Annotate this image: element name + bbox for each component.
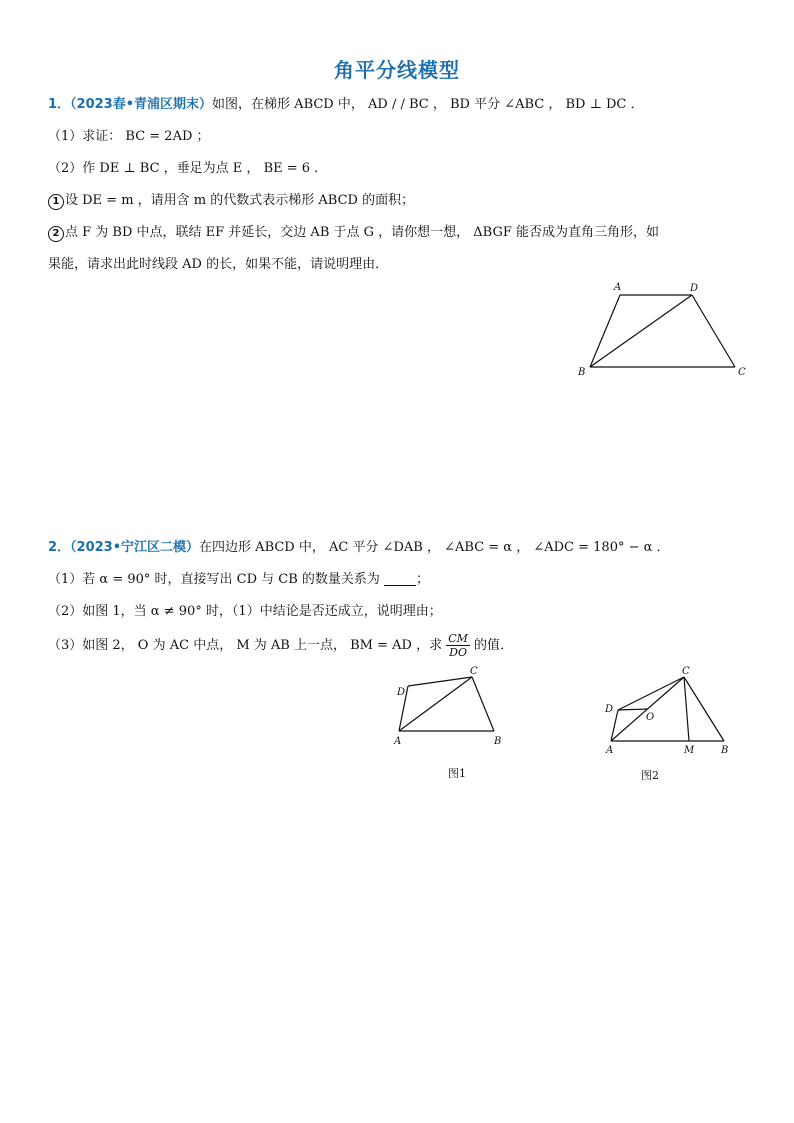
problem-1-figure <box>570 278 760 383</box>
problem-2-q2: （2）如图 1，当 α ≠ 90° 时，（1）中结论是否还成立，说明理由； <box>48 604 442 619</box>
problem-2-q3 <box>48 632 513 659</box>
problem-1-stem <box>48 96 643 114</box>
fraction-denominator: DO <box>449 646 467 659</box>
label-d: D <box>397 687 406 698</box>
problem-2-q3-end: 的值． <box>469 638 514 653</box>
figure-1-caption: 图1 <box>448 767 466 780</box>
segment-dc <box>692 295 735 367</box>
page-title: 角平分线模型 <box>334 58 460 82</box>
label-d: D <box>605 704 614 715</box>
label-o: O <box>646 712 655 723</box>
answer-blank[interactable] <box>384 573 416 586</box>
circled-number-1: 1 <box>48 194 64 210</box>
problem-2-q1 <box>48 571 429 589</box>
label-d: D <box>690 283 699 294</box>
fraction-numerator: CM <box>448 632 468 645</box>
problem-1-q2b-text-1: 点 F 为 BD 中点，联结 EF 并延长，交边 AB 于点 G ，请你想一想， ΔBGF 能否成为直角三角形，如 <box>65 225 660 240</box>
label-m: M <box>684 745 695 755</box>
fraction-cm-over-do <box>446 632 470 659</box>
label-a: A <box>394 736 402 747</box>
problem-2-q1-text: （1）若 α = 90° 时，直接写出 CD 与 CB 的数量关系为 <box>48 572 385 587</box>
label-b: B <box>578 367 586 378</box>
problem-2-text: 在四边形 ABCD 中， AC 平分 ∠DAB ， ∠ABC = α ， ∠ADC = 180° − α ． <box>199 540 670 555</box>
problem-2-number: 2． <box>48 540 71 555</box>
problem-1-number: 1． <box>48 97 71 112</box>
problem-1-q2a <box>48 192 414 210</box>
label-c: C <box>682 666 690 677</box>
problem-2-source: （2023•宁江区二模） <box>70 540 200 555</box>
figure-2-caption: 图2 <box>641 769 659 782</box>
problem-1-q2: （2）作 DE ⊥ BC ，垂足为点 E ， BE = 6 ． <box>48 161 328 176</box>
problem-1-q2b <box>48 224 659 242</box>
segment-cb <box>684 677 724 741</box>
circled-number-2: 2 <box>48 226 64 242</box>
problem-1-text: 如图，在梯形 ABCD 中， AD / / BC ， BD 平分 ∠ABC ， BD ⊥ DC ． <box>212 97 644 112</box>
problem-1-q1: （1）求证： BC = 2AD ； <box>48 129 210 144</box>
label-a: A <box>614 282 622 293</box>
problem-2-figure-2 <box>600 665 750 755</box>
problem-1-q2b-text-2: 果能，请求出此时线段 AD 的长，如果不能，请说明理由． <box>48 257 389 272</box>
problem-2-q1-end: ； <box>416 572 430 587</box>
segment-cb <box>472 677 494 731</box>
problem-1-q2a-text: 设 DE = m ，请用含 m 的代数式表示梯形 ABCD 的面积； <box>65 193 415 208</box>
label-b: B <box>721 745 729 755</box>
segment-cm <box>684 677 689 741</box>
segment-ac <box>611 677 684 741</box>
problem-2-stem <box>48 539 670 557</box>
problem-2-figure-1 <box>388 664 518 754</box>
problem-2-q3-text: （3）如图 2， O 为 AC 中点， M 为 AB 上一点， BM = AD ，求 <box>48 638 447 653</box>
segment-dc <box>618 677 684 710</box>
segment-ac <box>399 677 472 731</box>
label-a: A <box>606 745 614 755</box>
label-b: B <box>494 736 502 747</box>
label-c: C <box>738 367 746 378</box>
problem-1-source: （2023春•青浦区期末） <box>70 97 213 112</box>
label-c: C <box>470 666 478 677</box>
segment-do <box>618 709 647 710</box>
